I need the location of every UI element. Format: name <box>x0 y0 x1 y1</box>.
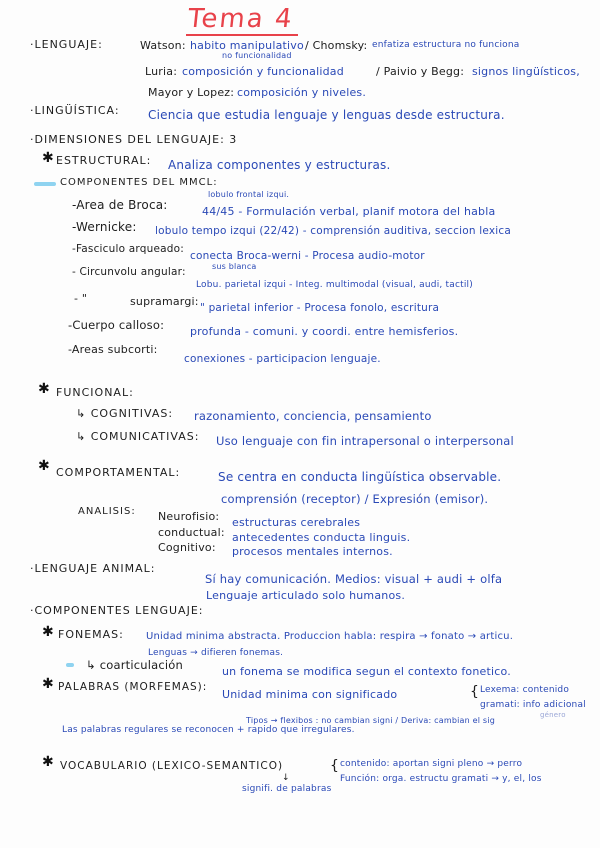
linguistica-def: Ciencia que estudia lenguaje y lenguas desde estructura. <box>148 108 505 122</box>
chomsky-label: / Chomsky: <box>305 39 368 52</box>
comunicativas-def: Uso lenguaje con fin intrapersonal o interpersonal <box>216 434 514 448</box>
luria-def: composición y funcionalidad <box>182 65 344 78</box>
title-underline <box>186 34 298 36</box>
circunvolu-label: - Circunvolu angular: <box>72 266 186 278</box>
comunicativas-label: ↳ COMUNICATIVAS: <box>76 430 200 443</box>
fasciculo-label: -Fasciculo arqueado: <box>72 243 184 255</box>
paivio-label: / Paivio y Begg: <box>376 65 465 78</box>
dimensiones-heading: ·DIMENSIONES DEL LENGUAJE: 3 <box>30 133 238 146</box>
conductual-def: antecedentes conducta linguis. <box>232 531 411 544</box>
analisis-label: ANALISIS: <box>78 506 136 517</box>
signi-def: signifi. de palabras <box>242 784 332 794</box>
cuerpo-label: -Cuerpo calloso: <box>68 318 165 332</box>
contenido-def: contenido: aportan signi pleno → perro <box>340 759 523 769</box>
chomsky-sub: no funcionalidad <box>222 51 292 60</box>
lenguaje-heading: ·LENGUAJE: <box>30 38 103 51</box>
linguistica-heading: ·LINGÜÍSTICA: <box>30 104 120 117</box>
animal-def2: Lenguaje articulado solo humanos. <box>206 589 406 602</box>
highlight-mark <box>34 182 56 186</box>
areas-def: conexiones - participacion lenguaje. <box>184 353 381 365</box>
tipos-def: Tipos → flexibos : no cambian signi / Deriva: cambian el sig <box>246 716 495 725</box>
fasciculo-def: conecta Broca-werni - Procesa audio-motor <box>190 250 425 262</box>
fasciculo-sub: sus blanca <box>212 262 257 271</box>
estructural-label: ESTRUCTURAL: <box>56 154 152 167</box>
asterisk-icon: ✱ <box>42 150 54 166</box>
cognitivo-label: Cognitivo: <box>158 541 216 554</box>
asterisk-icon: ✱ <box>38 458 50 474</box>
cognitivas-label: ↳ COGNITIVAS: <box>76 407 174 420</box>
highlight-mark <box>66 663 74 667</box>
comportamental-label: COMPORTAMENTAL: <box>56 466 181 479</box>
funcional-label: FUNCIONAL: <box>56 386 134 399</box>
animal-def1: Sí hay comunicación. Medios: visual + audi + olfa <box>205 572 503 586</box>
fonemas-sub: Lenguas → difieren fonemas. <box>148 648 284 658</box>
supramargi-label: supramargi: <box>130 295 199 308</box>
asterisk-icon: ✱ <box>38 381 50 397</box>
watson-def: habito manipulativo <box>190 39 304 52</box>
arrow-down-icon: ↓ <box>282 773 290 783</box>
watson-label: Watson: <box>140 39 186 52</box>
broca-note: lobulo frontal izqui. <box>208 190 290 199</box>
broca-def: 44/45 - Formulación verbal, planif motora del habla <box>202 205 496 218</box>
mayor-label: Mayor y Lopez: <box>148 86 235 99</box>
fonemas-def: Unidad minima abstracta. Produccion habla: respira → fonato → articu. <box>146 631 514 642</box>
componentes-heading: ·COMPONENTES LENGUAJE: <box>30 604 204 617</box>
page-title: Tema 4 <box>186 4 296 34</box>
palabras-label: PALABRAS (MORFEMAS): <box>58 681 208 693</box>
conductual-label: conductual: <box>158 526 225 539</box>
genero-note: género <box>540 711 566 719</box>
wernicke-label: -Wernicke: <box>72 220 137 234</box>
coarticulacion-def: un fonema se modifica segun el contexto fonetico. <box>222 665 511 678</box>
supramargi-def: " parietal inferior - Procesa fonolo, escritura <box>200 302 440 314</box>
animal-heading: ·LENGUAJE ANIMAL: <box>30 562 156 575</box>
comportamental-def2: comprensión (receptor) / Expresión (emisor). <box>221 492 489 506</box>
wernicke-def: lobulo tempo izqui (22/42) - comprensión auditiva, seccion lexica <box>155 225 511 237</box>
neuro-def: estructuras cerebrales <box>232 516 361 529</box>
regulares-def: Las palabras regulares se reconocen + rapido que irregulares. <box>62 725 355 735</box>
mayor-def: composición y niveles. <box>237 86 367 99</box>
luria-label: Luria: <box>145 65 178 78</box>
brace-icon: { <box>470 684 480 700</box>
chomsky-def: enfatiza estructura no funciona <box>372 40 520 50</box>
areas-label: -Areas subcorti: <box>68 343 158 356</box>
estructural-def: Analiza componentes y estructuras. <box>168 158 391 172</box>
cuerpo-def: profunda - comuni. y coordi. entre hemisferios. <box>190 325 459 338</box>
gramati-def: gramati: info adicional <box>480 700 586 710</box>
paivio-def: signos lingüísticos, <box>472 65 580 78</box>
cognitivo-def: procesos mentales internos. <box>232 545 393 558</box>
componentes-mmcl: COMPONENTES DEL MMCL: <box>60 177 218 188</box>
lexema-def: Lexema: contenido <box>480 685 570 695</box>
cognitivas-def: razonamiento, conciencia, pensamiento <box>194 409 432 423</box>
supramargi-ditto: - " <box>74 292 88 305</box>
circunvolu-def: Lobu. parietal izqui - Integ. multimodal (visual, audi, tactil) <box>196 280 473 290</box>
asterisk-icon: ✱ <box>42 624 54 640</box>
neuro-label: Neurofisio: <box>158 510 220 523</box>
asterisk-icon: ✱ <box>42 676 54 692</box>
palabras-def: Unidad minima con significado <box>222 688 398 701</box>
comportamental-def1: Se centra en conducta lingüística observable. <box>218 470 502 484</box>
broca-label: -Area de Broca: <box>72 198 168 212</box>
coarticulacion-label: ↳ coarticulación <box>86 658 184 672</box>
funcion-def: Función: orga. estructu gramati → y, el, los <box>340 774 542 784</box>
asterisk-icon: ✱ <box>42 754 54 770</box>
vocabulario-label: VOCABULARIO (LEXICO-SEMANTICO) <box>60 760 284 772</box>
fonemas-label: FONEMAS: <box>58 628 124 641</box>
brace-icon: { <box>330 758 340 774</box>
